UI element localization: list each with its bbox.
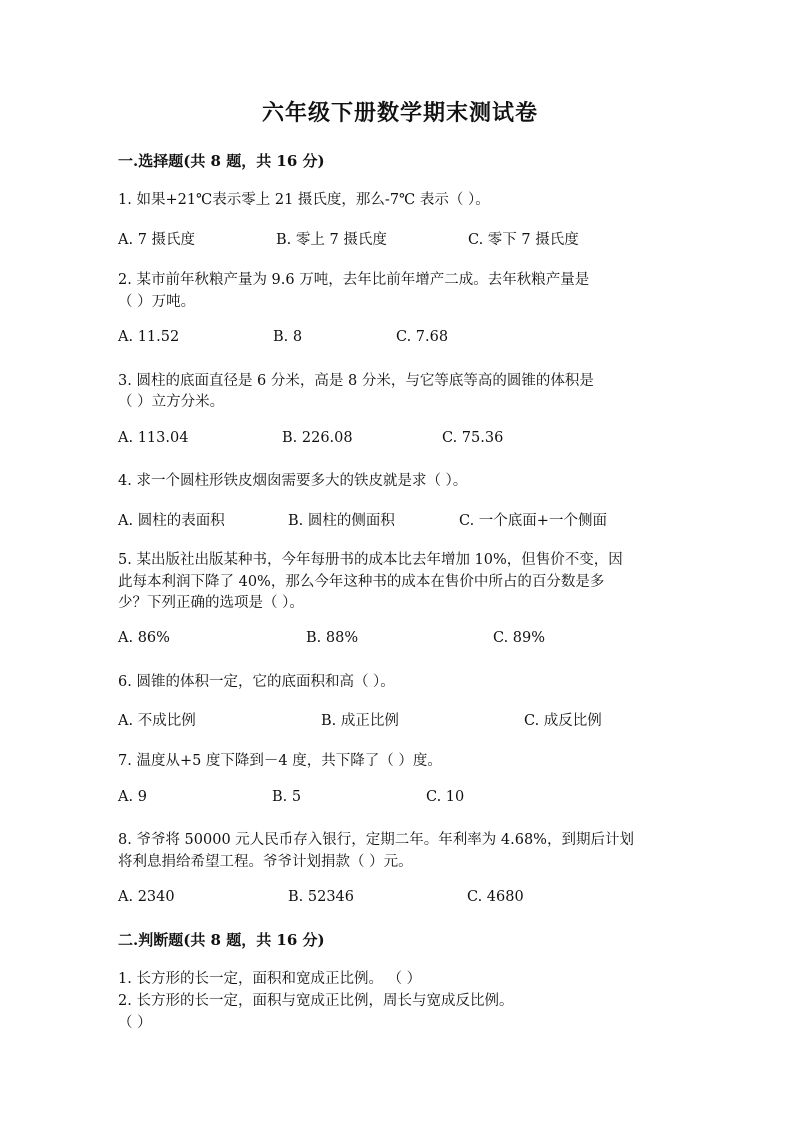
question-3-line-1: 3. 圆柱的底面直径是 6 分米，高是 8 分米，与它等底等高的圆锥的体积是 [118, 373, 594, 389]
q7-option-b: B. 5 [272, 789, 302, 805]
q6-option-b: B. 成正比例 [321, 713, 399, 729]
q1-option-a: A. 7 摄氏度 [118, 232, 196, 248]
section-heading: 一.选择题(共 8 题，共 16 分) [118, 152, 325, 170]
section-heading: 二.判断题(共 8 题，共 16 分) [118, 931, 325, 949]
q7-option-a: A. 9 [118, 789, 147, 805]
q5-option-b: B. 88% [306, 630, 359, 646]
q1-option-b: B. 零上 7 摄氏度 [276, 232, 387, 248]
q6-option-c: C. 成反比例 [524, 713, 602, 729]
question-5-line-1: 5. 某出版社出版某种书，今年每册书的成本比去年增加 10%，但售价不变，因 [118, 552, 623, 568]
question-8-line-2: 将利息捐给希望工程。爷爷计划捐款（ ）元。 [118, 854, 413, 870]
judge-question-1: 1. 长方形的长一定，面积和宽成正比例。 （ ） [118, 971, 422, 987]
question-5-line-3: 少？下列正确的选项是（ ）。 [118, 595, 304, 611]
q8-option-a: A. 2340 [118, 889, 175, 905]
q4-option-b: B. 圆柱的侧面积 [288, 513, 395, 529]
q2-option-c: C. 7.68 [396, 329, 449, 345]
q7-option-c: C. 10 [426, 789, 465, 805]
question-3-line-2: （ ）立方分米。 [118, 394, 225, 410]
question-7: 7. 温度从+5 度下降到－4 度，共下降了（ ）度。 [118, 753, 442, 769]
question-1: 1. 如果+21℃表示零上 21 摄氏度，那么-7℃ 表示（ ）。 [118, 192, 490, 208]
question-8-line-1: 8. 爷爷将 50000 元人民币存入银行，定期二年。年利率为 4.68%，到期后计划 [118, 832, 634, 848]
q8-option-b: B. 52346 [288, 889, 355, 905]
question-5-line-2: 此每本利润下降了 40%，那么今年这种书的成本在售价中所占的百分数是多 [118, 574, 605, 590]
q2-option-b: B. 8 [273, 329, 303, 345]
q3-option-b: B. 226.08 [282, 430, 353, 446]
q8-option-c: C. 4680 [467, 889, 524, 905]
question-2-line-1: 2. 某市前年秋粮产量为 9.6 万吨，去年比前年增产二成。去年秋粮产量是 [118, 272, 590, 288]
judge-question-2-bracket: （ ） [118, 1015, 152, 1031]
question-6: 6. 圆锥的体积一定，它的底面积和高（ ）。 [118, 674, 395, 690]
page-title: 六年级下册数学期末测试卷 [261, 100, 538, 126]
question-2-line-2: （ ）万吨。 [118, 294, 196, 310]
q4-option-a: A. 圆柱的表面积 [118, 513, 225, 529]
q3-option-c: C. 75.36 [442, 430, 504, 446]
q5-option-a: A. 86% [118, 630, 170, 646]
judge-question-2: 2. 长方形的长一定，面积与宽成正比例，周长与宽成反比例。 [118, 993, 514, 1009]
q2-option-a: A. 11.52 [118, 329, 180, 345]
q3-option-a: A. 113.04 [118, 430, 189, 446]
q1-option-c: C. 零下 7 摄氏度 [468, 232, 579, 248]
q6-option-a: A. 不成比例 [118, 713, 196, 729]
q5-option-c: C. 89% [493, 630, 546, 646]
q4-option-c: C. 一个底面+一个侧面 [459, 513, 607, 529]
question-4: 4. 求一个圆柱形铁皮烟囱需要多大的铁皮就是求（ ）。 [118, 473, 468, 489]
